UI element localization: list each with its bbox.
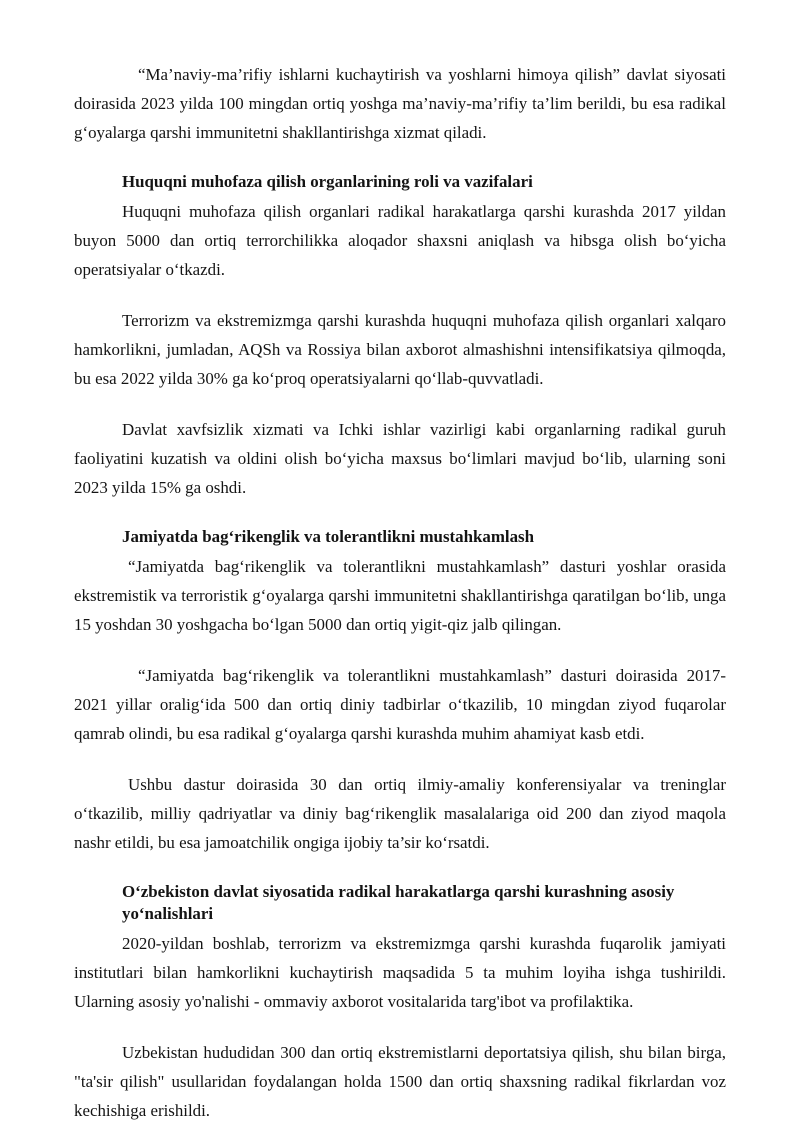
- paragraph-civil-society-projects: 2020-yildan boshlab, terrorizm va ekstremizmga qarshi kurashda fuqarolik jamiyati institutlari bilan hamkorlikni kuchaytirish maqsadida 5 ta muhim loyiha ishga tushirildi. Ularning asosiy yo'nalishi - ommaviy axborot vositalarida targ'ibot va profilaktika.: [74, 934, 726, 1011]
- paragraph-spiritual-education: “Ma’naviy-ma’rifiy ishlarni kuchaytirish va yoshlarni himoya qilish” davlat siyosati doirasida 2023 yilda 100 mingdan ortiq yoshga ma’naviy-ma’rifiy ta’lim berildi, bu esa radikal g‘oyalarga qarshi immunitetni shakllantirishga xizmat qiladi.: [74, 65, 726, 142]
- paragraph-special-departments: Davlat xavfsizlik xizmati va Ichki ishlar vazirligi kabi organlarning radikal guruh faoliyatini kuzatish va oldini olish bo‘yicha maxsus bo‘limlari mavjud bo‘lib, ularning soni 2023 yilda 15% ga oshdi.: [74, 420, 726, 497]
- paragraph-conferences: Ushbu dastur doirasida 30 dan ortiq ilmiy-amaliy konferensiyalar va treninglar o‘tkazilib, milliy qadriyatlar va diniy bag‘rikenglik masalalariga oid 200 dan ziyod maqola nashr etildi, bu esa jamoatchilik ongiga ijobiy ta’sir ko‘rsatdi.: [74, 775, 726, 852]
- paragraph-international-cooperation: Terrorizm va ekstremizmga qarshi kurashda huquqni muhofaza qilish organlari xalqaro hamkorlikni, jumladan, AQSh va Rossiya bilan axborot almashishni intensifikatsiya qilmoqda, bu esa 2022 yilda 30% ga ko‘proq operatsiyalarni qo‘llab-quvvatladi.: [74, 311, 726, 388]
- paragraph-law-enforcement-operations: Huquqni muhofaza qilish organlari radikal harakatlarga qarshi kurashda 2017 yildan buyon 5000 dan ortiq terrorchilikka aloqador shaxsni aniqlash va hibsga olish bo‘yicha operatsiyalar o‘tkazdi.: [74, 202, 726, 279]
- heading-tolerance: Jamiyatda bag‘rikenglik va tolerantlikni mustahkamlash: [122, 527, 534, 546]
- heading-law-enforcement-role: Huquqni muhofaza qilish organlarining roli va vazifalari: [122, 172, 533, 191]
- paragraph-religious-events: “Jamiyatda bag‘rikenglik va tolerantlikni mustahkamlash” dasturi doirasida 2017-2021 yillar oralig‘ida 500 dan ortiq diniy tadbirlar o‘tkazilib, 10 mingdan ziyod fuqarolar qamrab olindi, bu esa radikal g‘oyalarga qarshi kurashda muhim ahamiyat kasb etdi.: [74, 666, 726, 743]
- paragraph-deportation: Uzbekistan hududidan 300 dan ortiq ekstremistlarni deportatsiya qilish, shu bilan birga, "ta'sir qilish" usullaridan foydalangan holda 1500 dan ortiq shaxsning radikal fikrlardan voz kechishiga erishildi.: [74, 1043, 726, 1120]
- heading-main-directions: O‘zbekiston davlat siyosatida radikal harakatlarga qarshi kurashning asosiy yo‘nalishlari: [122, 882, 675, 923]
- paragraph-tolerance-program: “Jamiyatda bag‘rikenglik va tolerantlikni mustahkamlash” dasturi yoshlar orasida ekstremistik va terroristik g‘oyalarga qarshi immunitetni shakllantirishga qaratilgan bo‘lib, unga 15 yoshdan 30 yoshgacha bo‘lgan 5000 dan ortiq yigit-qiz jalb qilingan.: [74, 557, 726, 634]
